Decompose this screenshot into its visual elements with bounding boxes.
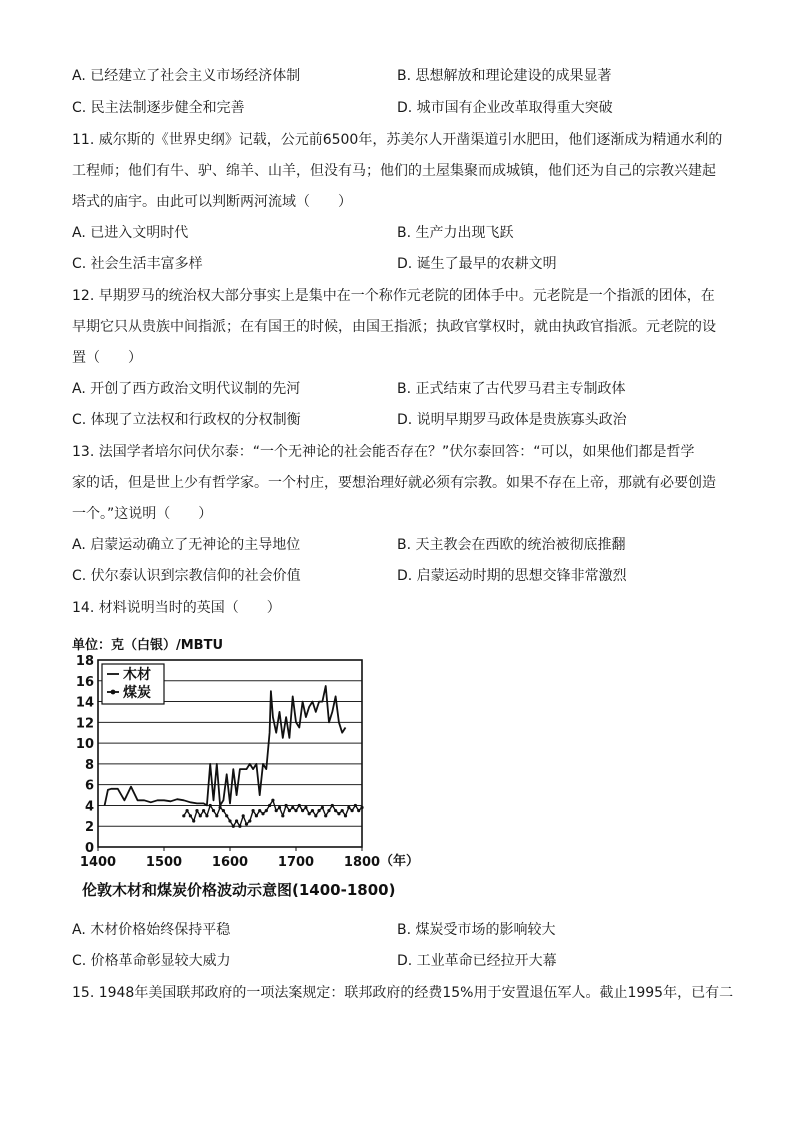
- x-tick-label: 1400: [79, 855, 117, 870]
- price-chart: [68, 632, 428, 902]
- y-tick-label: 2: [84, 820, 94, 836]
- x-axis-label: （年）: [380, 854, 420, 869]
- coal-data-point: [261, 812, 264, 815]
- x-tick-label: 1500: [145, 855, 183, 870]
- price-chart-svg: [68, 632, 428, 902]
- x-tick-label: 1700: [277, 855, 315, 870]
- coal-data-point: [275, 809, 278, 812]
- q14-option-c: C. 价格革命彰显较大威力: [72, 953, 231, 969]
- q10-option-d: D. 城市国有企业改革取得重大突破: [397, 100, 613, 116]
- q13-stem-line-2: 家的话，但是世上少有哲学家。一个村庄，要想治理好就必须有宗教。如果不存在上帝，那就有必要创造: [72, 475, 716, 491]
- coal-data-point: [245, 823, 248, 826]
- coal-data-point: [202, 809, 205, 812]
- coal-data-point: [186, 809, 189, 812]
- y-tick-label: 6: [84, 778, 94, 794]
- q13-stem-line-3: 一个。”这说明（ ）: [72, 506, 213, 522]
- coal-data-point: [225, 814, 228, 817]
- coal-data-point: [285, 804, 288, 807]
- y-tick-label: 8: [84, 757, 94, 773]
- q11-option-d: D. 诞生了最早的农耕文明: [397, 256, 557, 272]
- coal-data-point: [304, 806, 307, 809]
- coal-data-point: [189, 814, 192, 817]
- coal-data-point: [357, 809, 360, 812]
- coal-data-point: [242, 814, 245, 817]
- coal-data-point: [311, 809, 314, 812]
- coal-data-point: [255, 814, 258, 817]
- coal-data-point: [327, 809, 330, 812]
- coal-data-point: [258, 809, 261, 812]
- coal-data-point: [294, 809, 297, 812]
- coal-data-point: [314, 814, 317, 817]
- coal-data-point: [341, 809, 344, 812]
- coal-data-point: [209, 804, 212, 807]
- coal-data-point: [354, 804, 357, 807]
- coal-data-point: [232, 825, 235, 828]
- coal-data-point: [347, 806, 350, 809]
- q12-option-d: D. 说明早期罗马政体是贵族寡头政治: [397, 412, 627, 428]
- coal-data-point: [281, 814, 284, 817]
- coal-data-point: [308, 812, 311, 815]
- q14-stem-line-1: 14. 材料说明当时的英国（ ）: [72, 600, 281, 616]
- coal-data-point: [288, 809, 291, 812]
- q11-option-c: C. 社会生活丰富多样: [72, 256, 203, 272]
- q14-option-b: B. 煤炭受市场的影响较大: [397, 922, 556, 938]
- q13-option-b: B. 天主教会在西欧的统治被彻底推翻: [397, 537, 626, 553]
- q12-option-a: A. 开创了西方政治文明代议制的先河: [72, 381, 301, 397]
- legend-label: 煤炭: [123, 685, 151, 701]
- y-tick-label: 10: [75, 737, 94, 753]
- x-tick-label: 1800: [343, 855, 381, 870]
- q11-stem-line-2: 工程师；他们有牛、驴、绵羊、山羊，但没有马；他们的土屋集聚而成城镇，他们还为自己的宗教兴建起: [72, 163, 716, 179]
- chart-caption: 伦敦木材和煤炭价格波动示意图(1400-1800): [82, 881, 396, 899]
- q10-option-b: B. 思想解放和理论建设的成果显著: [397, 68, 612, 84]
- coal-data-point: [195, 809, 198, 812]
- coal-data-point: [268, 804, 271, 807]
- q10-option-c: C. 民主法制逐步健全和完善: [72, 100, 245, 116]
- q11-option-b: B. 生产力出现飞跃: [397, 225, 514, 241]
- legend-label: 木材: [123, 667, 151, 683]
- coal-data-point: [337, 812, 340, 815]
- coal-data-point: [192, 819, 195, 822]
- q14-option-d: D. 工业革命已经拉开大幕: [397, 953, 557, 969]
- coal-data-point: [265, 809, 268, 812]
- coal-data-point: [222, 809, 225, 812]
- q15-stem-line-1: 15. 1948年美国联邦政府的一项法案规定：联邦政府的经费15%用于安置退伍军人。截止1995年，已有二: [72, 985, 734, 1001]
- coal-data-point: [318, 809, 321, 812]
- legend-marker: [111, 690, 116, 695]
- q10-option-a: A. 已经建立了社会主义市场经济体制: [72, 68, 301, 84]
- coal-data-point: [298, 804, 301, 807]
- coal-data-point: [301, 809, 304, 812]
- coal-data-point: [182, 814, 185, 817]
- q12-option-c: C. 体现了立法权和行政权的分权制衡: [72, 412, 301, 428]
- coal-data-point: [334, 809, 337, 812]
- coal-data-point: [238, 825, 241, 828]
- x-tick-label: 1600: [211, 855, 249, 870]
- coal-data-point: [199, 814, 202, 817]
- coal-data-point: [205, 814, 208, 817]
- q13-option-a: A. 启蒙运动确立了无神论的主导地位: [72, 537, 301, 553]
- coal-data-point: [215, 814, 218, 817]
- q11-stem-line-1: 11. 威尔斯的《世界史纲》记载，公元前6500年，苏美尔人开凿渠道引水肥田，他们逐渐成为精通水利的: [72, 132, 723, 148]
- coal-data-point: [351, 809, 354, 812]
- q12-stem-line-2: 早期它只从贵族中间指派；在有国王的时候，由国王指派；执政官掌权时，就由执政官指派。元老院的设: [72, 319, 716, 335]
- q12-stem-line-1: 12. 早期罗马的统治权大部分事实上是集中在一个称作元老院的团体手中。元老院是一个指派的团体，在: [72, 288, 715, 304]
- coal-data-point: [248, 819, 251, 822]
- chart-unit-label: 单位：克（白银）/MBTU: [72, 638, 224, 653]
- coal-data-point: [235, 819, 238, 822]
- q11-stem-line-3: 塔式的庙宇。由此可以判断两河流域（ ）: [72, 194, 352, 210]
- q11-option-a: A. 已进入文明时代: [72, 225, 189, 241]
- coal-data-point: [212, 809, 215, 812]
- coal-data-point: [271, 799, 274, 802]
- q13-option-c: C. 伏尔泰认识到宗教信仰的社会价值: [72, 568, 301, 584]
- coal-data-point: [291, 806, 294, 809]
- y-tick-label: 12: [75, 716, 94, 732]
- y-tick-label: 14: [75, 695, 94, 711]
- coal-data-point: [252, 809, 255, 812]
- q12-stem-line-3: 置（ ）: [72, 350, 142, 366]
- y-tick-label: 0: [84, 841, 94, 856]
- coal-data-point: [219, 806, 222, 809]
- y-tick-label: 18: [75, 654, 94, 669]
- q13-option-d: D. 启蒙运动时期的思想交锋非常激烈: [397, 568, 627, 584]
- q12-option-b: B. 正式结束了古代罗马君主专制政体: [397, 381, 626, 397]
- y-tick-label: 16: [75, 674, 94, 690]
- coal-data-point: [228, 819, 231, 822]
- q13-stem-line-1: 13. 法国学者培尔问伏尔泰：“一个无神论的社会能否存在？”伏尔泰回答：“可以，如果他们都是哲学: [72, 444, 695, 460]
- coal-data-point: [321, 806, 324, 809]
- coal-data-point: [331, 804, 334, 807]
- coal-data-point: [278, 806, 281, 809]
- coal-data-point: [324, 814, 327, 817]
- coal-data-point: [344, 814, 347, 817]
- q14-option-a: A. 木材价格始终保持平稳: [72, 922, 231, 938]
- y-tick-label: 4: [84, 799, 94, 815]
